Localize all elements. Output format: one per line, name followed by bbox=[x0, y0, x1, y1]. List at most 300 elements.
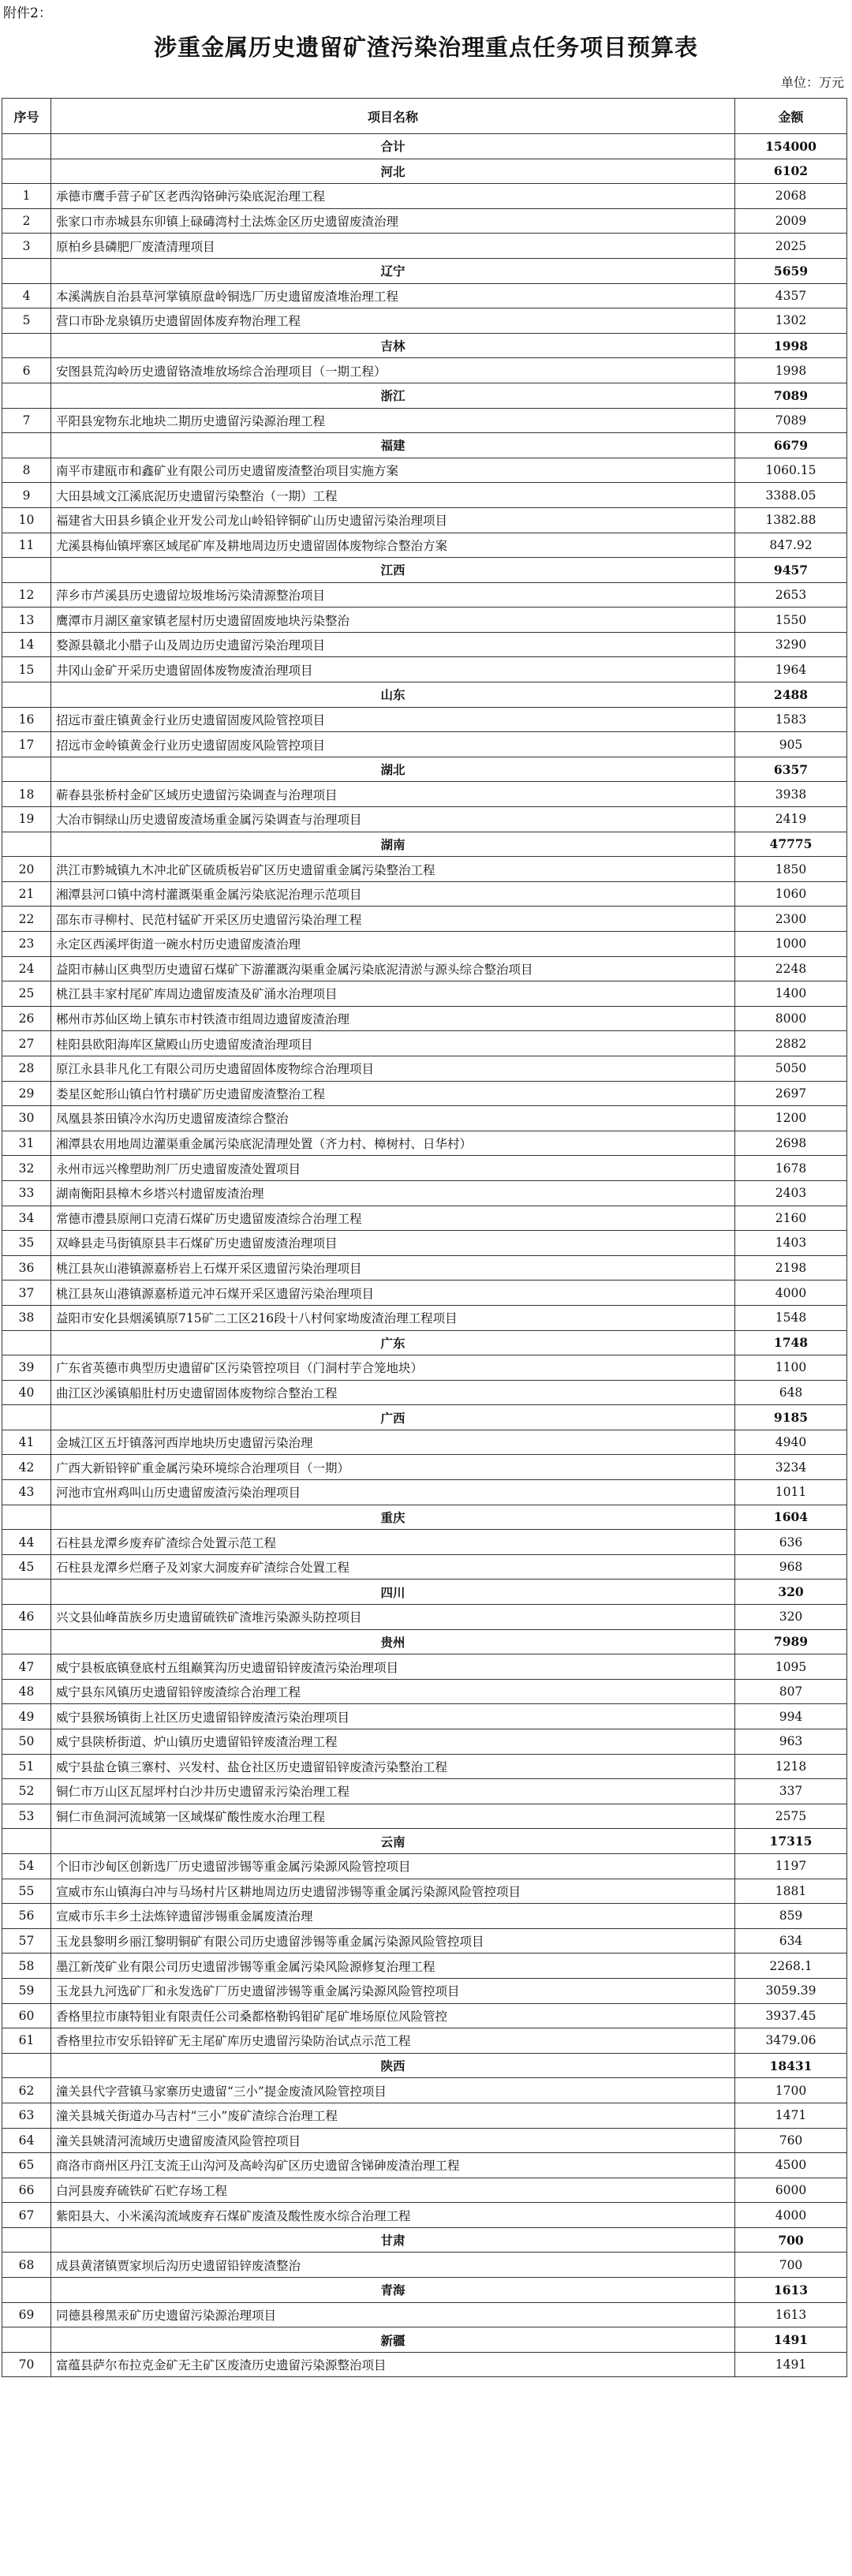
row-number: 34 bbox=[2, 1206, 51, 1231]
project-name: 威宁县陕桥街道、炉山镇历史遗留铅锌废渣治理工程 bbox=[51, 1729, 735, 1755]
project-amount: 1400 bbox=[735, 981, 847, 1007]
table-row bbox=[2, 2302, 847, 2327]
project-name: 大田县域文江溪底泥历史遗留污染整治（一期）工程 bbox=[51, 483, 735, 508]
province-no-cell bbox=[2, 1829, 51, 1854]
project-amount: 2268.1 bbox=[735, 1953, 847, 1979]
project-amount: 1678 bbox=[735, 1156, 847, 1181]
project-name: 湘潭县河口镇中湾村灌溉渠重金属污染底泥治理示范项目 bbox=[51, 881, 735, 907]
project-name: 曲江区沙溪镇船肚村历史遗留固体废物综合整治工程 bbox=[51, 1380, 735, 1405]
project-amount: 2160 bbox=[735, 1206, 847, 1231]
project-name: 营口市卧龙泉镇历史遗留固体废弃物治理工程 bbox=[51, 308, 735, 334]
project-amount: 1095 bbox=[735, 1654, 847, 1680]
project-name: 宣威市乐丰乡土法炼锌遗留涉锡重金属废渣治理 bbox=[51, 1904, 735, 1929]
project-name: 洪江市黔城镇九木冲北矿区硫质板岩矿区历史遗留重金属污染整治工程 bbox=[51, 857, 735, 882]
table-row bbox=[2, 1530, 847, 1555]
project-name: 威宁县东风镇历史遗留铅锌废渣综合治理工程 bbox=[51, 1679, 735, 1704]
row-number: 9 bbox=[2, 483, 51, 508]
total-label: 合计 bbox=[51, 134, 735, 159]
row-number: 12 bbox=[2, 582, 51, 608]
province-name: 广东 bbox=[51, 1330, 735, 1355]
table-row bbox=[2, 1206, 847, 1231]
table-row bbox=[2, 782, 847, 807]
row-number: 41 bbox=[2, 1430, 51, 1455]
project-name: 招远市蚕庄镇黄金行业历史遗留固废风险管控项目 bbox=[51, 707, 735, 732]
project-name: 河池市宜州鸡叫山历史遗留废渣污染治理项目 bbox=[51, 1480, 735, 1505]
project-amount: 2653 bbox=[735, 582, 847, 608]
province-amount: 5659 bbox=[735, 258, 847, 283]
project-amount: 1302 bbox=[735, 308, 847, 334]
project-amount: 4940 bbox=[735, 1430, 847, 1455]
table-row bbox=[2, 1430, 847, 1455]
table-row bbox=[2, 308, 847, 334]
row-number: 15 bbox=[2, 657, 51, 682]
project-name: 鹰潭市月湖区童家镇老屋村历史遗留固废地块污染整治 bbox=[51, 608, 735, 633]
table-row bbox=[2, 2028, 847, 2054]
province-name: 福建 bbox=[51, 433, 735, 458]
table-row bbox=[2, 2128, 847, 2153]
project-name: 婺源县赣北小腊子山及周边历史遗留污染治理项目 bbox=[51, 632, 735, 657]
row-number: 17 bbox=[2, 732, 51, 757]
province-no-cell bbox=[2, 383, 51, 408]
row-number: 25 bbox=[2, 981, 51, 1007]
project-name: 娄星区蛇形山镇白竹村璜矿历史遗留废渣整治工程 bbox=[51, 1081, 735, 1106]
row-number: 60 bbox=[2, 2003, 51, 2028]
province-amount: 7089 bbox=[735, 383, 847, 408]
project-amount: 1964 bbox=[735, 657, 847, 682]
project-name: 潼关县姚清河流域历史遗留废渣风险管控项目 bbox=[51, 2128, 735, 2153]
province-name: 陕西 bbox=[51, 2053, 735, 2078]
project-name: 井冈山金矿开采历史遗留固体废物废渣治理项目 bbox=[51, 657, 735, 682]
table-row bbox=[2, 1180, 847, 1206]
project-amount: 320 bbox=[735, 1605, 847, 1630]
row-number: 30 bbox=[2, 1106, 51, 1131]
table-row bbox=[2, 981, 847, 1007]
project-amount: 968 bbox=[735, 1554, 847, 1580]
province-amount: 7989 bbox=[735, 1629, 847, 1654]
table-row bbox=[2, 1779, 847, 1804]
province-row bbox=[2, 2227, 847, 2253]
table-row bbox=[2, 1455, 847, 1480]
table-row bbox=[2, 483, 847, 508]
province-amount: 18431 bbox=[735, 2053, 847, 2078]
row-number: 43 bbox=[2, 1480, 51, 1505]
project-amount: 7089 bbox=[735, 408, 847, 433]
table-row bbox=[2, 1106, 847, 1131]
project-name: 宣威市东山镇海白冲与马场村片区耕地周边历史遗留涉锡等重金属污染源风险管控项目 bbox=[51, 1879, 735, 1904]
project-name: 福建省大田县乡镇企业开发公司龙山岭铅锌铜矿山历史遗留污染治理项目 bbox=[51, 507, 735, 533]
table-row bbox=[2, 2103, 847, 2128]
row-number: 20 bbox=[2, 857, 51, 882]
project-amount: 1000 bbox=[735, 932, 847, 957]
project-name: 桃江县灰山港镇源嘉桥岩上石煤开采区遗留污染治理项目 bbox=[51, 1255, 735, 1281]
project-name: 兴文县仙峰苗族乡历史遗留硫铁矿渣堆污染源头防控项目 bbox=[51, 1605, 735, 1630]
table-row bbox=[2, 1654, 847, 1680]
province-row bbox=[2, 558, 847, 583]
province-name: 辽宁 bbox=[51, 258, 735, 283]
province-name: 山东 bbox=[51, 682, 735, 708]
province-no-cell bbox=[2, 2227, 51, 2253]
table-row bbox=[2, 283, 847, 308]
project-amount: 1881 bbox=[735, 1879, 847, 1904]
project-name: 萍乡市芦溪县历史遗留垃圾堆场污染清源整治项目 bbox=[51, 582, 735, 608]
row-number: 24 bbox=[2, 956, 51, 981]
project-name: 尤溪县梅仙镇坪寨区域尾矿库及耕地周边历史遗留固体废物综合整治方案 bbox=[51, 533, 735, 558]
row-number: 44 bbox=[2, 1530, 51, 1555]
project-amount: 2403 bbox=[735, 1180, 847, 1206]
project-amount: 8000 bbox=[735, 1006, 847, 1031]
province-name: 河北 bbox=[51, 159, 735, 184]
header-no: 序号 bbox=[2, 99, 51, 134]
project-name: 香格里拉市安乐铅锌矿无主尾矿库历史遗留污染防治试点示范工程 bbox=[51, 2028, 735, 2054]
table-row bbox=[2, 1081, 847, 1106]
project-amount: 4500 bbox=[735, 2153, 847, 2178]
table-row bbox=[2, 1978, 847, 2003]
table-row bbox=[2, 1231, 847, 1256]
project-name: 白河县废弃硫铁矿石贮存场工程 bbox=[51, 2178, 735, 2203]
row-number: 13 bbox=[2, 608, 51, 633]
province-row bbox=[2, 757, 847, 782]
province-no-cell bbox=[2, 1580, 51, 1605]
project-name: 威宁县板底镇登底村五组巅箕沟历史遗留铅锌废渣污染治理项目 bbox=[51, 1654, 735, 1680]
project-name: 大冶市铜绿山历史遗留废渣场重金属污染调查与治理项目 bbox=[51, 807, 735, 832]
row-number: 26 bbox=[2, 1006, 51, 1031]
table-row bbox=[2, 1679, 847, 1704]
row-number: 19 bbox=[2, 807, 51, 832]
table-row bbox=[2, 1879, 847, 1904]
table-row bbox=[2, 857, 847, 882]
province-no-cell bbox=[2, 1629, 51, 1654]
province-no-cell bbox=[2, 558, 51, 583]
project-amount: 3479.06 bbox=[735, 2028, 847, 2054]
table-row bbox=[2, 533, 847, 558]
table-row bbox=[2, 1006, 847, 1031]
project-amount: 859 bbox=[735, 1904, 847, 1929]
province-name: 甘肃 bbox=[51, 2227, 735, 2253]
row-number: 65 bbox=[2, 2153, 51, 2178]
project-amount: 1491 bbox=[735, 2352, 847, 2377]
row-number: 10 bbox=[2, 507, 51, 533]
project-amount: 636 bbox=[735, 1530, 847, 1555]
province-row bbox=[2, 1405, 847, 1430]
province-no-cell bbox=[2, 258, 51, 283]
province-row bbox=[2, 1580, 847, 1605]
province-name: 湖南 bbox=[51, 832, 735, 857]
project-name: 个旧市沙甸区创新选厂历史遗留涉锡等重金属污染源风险管控项目 bbox=[51, 1853, 735, 1879]
table-row bbox=[2, 208, 847, 234]
project-name: 蕲春县张桥村金矿区域历史遗留污染调查与治理项目 bbox=[51, 782, 735, 807]
row-number: 1 bbox=[2, 184, 51, 209]
project-amount: 648 bbox=[735, 1380, 847, 1405]
table-row bbox=[2, 807, 847, 832]
table-row bbox=[2, 2178, 847, 2203]
row-number: 54 bbox=[2, 1853, 51, 1879]
total-no-cell bbox=[2, 134, 51, 159]
province-amount: 1613 bbox=[735, 2278, 847, 2303]
row-number: 16 bbox=[2, 707, 51, 732]
row-number: 56 bbox=[2, 1904, 51, 1929]
province-amount: 700 bbox=[735, 2227, 847, 2253]
total-row bbox=[2, 134, 847, 159]
row-number: 57 bbox=[2, 1928, 51, 1953]
province-row bbox=[2, 2327, 847, 2353]
project-name: 潼关县代字营镇马家寨历史遗留“三小”提金废渣风险管控项目 bbox=[51, 2078, 735, 2103]
project-name: 香格里拉市康特钼业有限责任公司桑都格勒钨钼矿尾矿堆场原位风险管控 bbox=[51, 2003, 735, 2028]
row-number: 31 bbox=[2, 1131, 51, 1156]
project-amount: 1548 bbox=[735, 1305, 847, 1330]
project-name: 南平市建瓯市和鑫矿业有限公司历史遗留废渣整治项目实施方案 bbox=[51, 458, 735, 483]
province-amount: 17315 bbox=[735, 1829, 847, 1854]
row-number: 22 bbox=[2, 907, 51, 932]
row-number: 37 bbox=[2, 1281, 51, 1306]
project-amount: 4000 bbox=[735, 1281, 847, 1306]
project-amount: 963 bbox=[735, 1729, 847, 1755]
province-amount: 320 bbox=[735, 1580, 847, 1605]
province-amount: 6102 bbox=[735, 159, 847, 184]
province-no-cell bbox=[2, 159, 51, 184]
province-name: 广西 bbox=[51, 1405, 735, 1430]
province-no-cell bbox=[2, 682, 51, 708]
page-title: 涉重金属历史遗留矿渣污染治理重点任务项目预算表 bbox=[153, 34, 698, 61]
province-no-cell bbox=[2, 2278, 51, 2303]
province-name: 重庆 bbox=[51, 1505, 735, 1530]
project-amount: 5050 bbox=[735, 1056, 847, 1081]
row-number: 21 bbox=[2, 881, 51, 907]
table-header-row bbox=[2, 99, 847, 134]
province-no-cell bbox=[2, 1330, 51, 1355]
province-row bbox=[2, 2278, 847, 2303]
project-name: 郴州市苏仙区坳上镇东市村铁渣市组周边遗留废渣治理 bbox=[51, 1006, 735, 1031]
row-number: 33 bbox=[2, 1180, 51, 1206]
row-number: 69 bbox=[2, 2302, 51, 2327]
province-no-cell bbox=[2, 1405, 51, 1430]
project-amount: 2697 bbox=[735, 1081, 847, 1106]
budget-table bbox=[2, 98, 847, 2377]
province-amount: 1491 bbox=[735, 2327, 847, 2353]
province-row bbox=[2, 258, 847, 283]
table-row bbox=[2, 1255, 847, 1281]
project-name: 承德市鹰手营子矿区老西沟铬砷污染底泥治理工程 bbox=[51, 184, 735, 209]
table-row bbox=[2, 956, 847, 981]
project-name: 本溪满族自治县草河掌镇原盘岭铜选厂历史遗留废渣堆治理工程 bbox=[51, 283, 735, 308]
province-no-cell bbox=[2, 832, 51, 857]
row-number: 59 bbox=[2, 1978, 51, 2003]
row-number: 45 bbox=[2, 1554, 51, 1580]
project-amount: 2009 bbox=[735, 208, 847, 234]
project-name: 永定区西溪坪街道一碗水村历史遗留废渣治理 bbox=[51, 932, 735, 957]
table-row bbox=[2, 358, 847, 383]
table-row bbox=[2, 1281, 847, 1306]
table-row bbox=[2, 2078, 847, 2103]
project-name: 墨江新茂矿业有限公司历史遗留涉锡等重金属污染风险源修复治理工程 bbox=[51, 1953, 735, 1979]
project-amount: 3290 bbox=[735, 632, 847, 657]
table-row bbox=[2, 234, 847, 259]
header-amount: 金额 bbox=[735, 99, 847, 134]
project-amount: 1613 bbox=[735, 2302, 847, 2327]
row-number: 64 bbox=[2, 2128, 51, 2153]
row-number: 48 bbox=[2, 1679, 51, 1704]
province-amount: 6357 bbox=[735, 757, 847, 782]
table-row bbox=[2, 582, 847, 608]
table-row bbox=[2, 1853, 847, 1879]
province-amount: 6679 bbox=[735, 433, 847, 458]
row-number: 36 bbox=[2, 1255, 51, 1281]
province-row bbox=[2, 1330, 847, 1355]
province-name: 四川 bbox=[51, 1580, 735, 1605]
row-number: 39 bbox=[2, 1355, 51, 1381]
province-row bbox=[2, 1629, 847, 1654]
project-name: 原柏乡县磷肥厂废渣清理项目 bbox=[51, 234, 735, 259]
row-number: 4 bbox=[2, 283, 51, 308]
table-row bbox=[2, 1928, 847, 1953]
project-name: 平阳县宠物东北地块二期历史遗留污染源治理工程 bbox=[51, 408, 735, 433]
project-name: 桂阳县欧阳海库区黛殿山历史遗留废渣治理项目 bbox=[51, 1031, 735, 1056]
row-number: 32 bbox=[2, 1156, 51, 1181]
row-number: 53 bbox=[2, 1804, 51, 1829]
table-row bbox=[2, 1605, 847, 1630]
province-amount: 1604 bbox=[735, 1505, 847, 1530]
project-amount: 700 bbox=[735, 2253, 847, 2278]
project-name: 湖南衡阳县樟木乡塔兴村遗留废渣治理 bbox=[51, 1180, 735, 1206]
project-name: 威宁县猴场镇街上社区历史遗留铅锌废渣污染治理项目 bbox=[51, 1704, 735, 1729]
project-amount: 2698 bbox=[735, 1131, 847, 1156]
row-number: 14 bbox=[2, 632, 51, 657]
table-row bbox=[2, 2253, 847, 2278]
row-number: 42 bbox=[2, 1455, 51, 1480]
row-number: 68 bbox=[2, 2253, 51, 2278]
row-number: 66 bbox=[2, 2178, 51, 2203]
row-number: 49 bbox=[2, 1704, 51, 1729]
project-amount: 994 bbox=[735, 1704, 847, 1729]
row-number: 62 bbox=[2, 2078, 51, 2103]
table-row bbox=[2, 907, 847, 932]
row-number: 11 bbox=[2, 533, 51, 558]
project-amount: 1700 bbox=[735, 2078, 847, 2103]
province-no-cell bbox=[2, 1505, 51, 1530]
province-amount: 1748 bbox=[735, 1330, 847, 1355]
row-number: 40 bbox=[2, 1380, 51, 1405]
project-name: 常德市澧县原闸口克清石煤矿历史遗留废渣综合治理工程 bbox=[51, 1206, 735, 1231]
project-name: 铜仁市鱼洞河流域第一区域煤矿酸性废水治理工程 bbox=[51, 1804, 735, 1829]
project-amount: 2198 bbox=[735, 1255, 847, 1281]
project-name: 玉龙县黎明乡丽江黎明铜矿有限公司历史遗留涉锡等重金属污染源风险管控项目 bbox=[51, 1928, 735, 1953]
row-number: 23 bbox=[2, 932, 51, 957]
row-number: 50 bbox=[2, 1729, 51, 1755]
project-name: 邵东市寻柳村、民范村锰矿开采区历史遗留污染治理工程 bbox=[51, 907, 735, 932]
table-row bbox=[2, 1031, 847, 1056]
project-amount: 4000 bbox=[735, 2203, 847, 2228]
project-amount: 1998 bbox=[735, 358, 847, 383]
project-name: 安图县荒沟岭历史遗留铬渣堆放场综合治理项目（一期工程） bbox=[51, 358, 735, 383]
project-name: 广西大新铅锌矿重金属污染环境综合治理项目（一期） bbox=[51, 1455, 735, 1480]
table-row bbox=[2, 732, 847, 757]
province-amount: 47775 bbox=[735, 832, 847, 857]
project-name: 同德县穆黑汞矿历史遗留污染源治理项目 bbox=[51, 2302, 735, 2327]
table-row bbox=[2, 507, 847, 533]
table-row bbox=[2, 1480, 847, 1505]
row-number: 38 bbox=[2, 1305, 51, 1330]
project-amount: 1060 bbox=[735, 881, 847, 907]
table-row bbox=[2, 2153, 847, 2178]
total-amount: 154000 bbox=[735, 134, 847, 159]
project-amount: 1011 bbox=[735, 1480, 847, 1505]
project-amount: 1583 bbox=[735, 707, 847, 732]
province-row bbox=[2, 433, 847, 458]
table-row bbox=[2, 881, 847, 907]
table-row bbox=[2, 184, 847, 209]
table-row bbox=[2, 2003, 847, 2028]
row-number: 3 bbox=[2, 234, 51, 259]
project-amount: 760 bbox=[735, 2128, 847, 2153]
province-row bbox=[2, 383, 847, 408]
project-amount: 1200 bbox=[735, 1106, 847, 1131]
province-name: 湖北 bbox=[51, 757, 735, 782]
project-amount: 847.92 bbox=[735, 533, 847, 558]
table-row bbox=[2, 1804, 847, 1829]
attachment-label: 附件2： bbox=[3, 6, 52, 21]
project-amount: 2248 bbox=[735, 956, 847, 981]
province-name: 青海 bbox=[51, 2278, 735, 2303]
project-amount: 2419 bbox=[735, 807, 847, 832]
project-name: 石柱县龙潭乡废弃矿渣综合处置示范工程 bbox=[51, 1530, 735, 1555]
province-row bbox=[2, 832, 847, 857]
table-row bbox=[2, 657, 847, 682]
project-name: 招远市金岭镇黄金行业历史遗留固废风险管控项目 bbox=[51, 732, 735, 757]
province-name: 贵州 bbox=[51, 1629, 735, 1654]
project-name: 桃江县灰山港镇源嘉桥道元冲石煤开采区遗留污染治理项目 bbox=[51, 1281, 735, 1306]
project-name: 商洛市商州区丹江支流王山沟河及高岭沟矿区历史遗留含锑砷废渣治理工程 bbox=[51, 2153, 735, 2178]
project-name: 玉龙县九河选矿厂和永发选矿厂历史遗留涉锡等重金属污染源风险管控项目 bbox=[51, 1978, 735, 2003]
province-row bbox=[2, 1505, 847, 1530]
project-name: 桃江县丰家村尾矿库周边遗留废渣及矿涌水治理项目 bbox=[51, 981, 735, 1007]
project-amount: 1060.15 bbox=[735, 458, 847, 483]
row-number: 18 bbox=[2, 782, 51, 807]
row-number: 46 bbox=[2, 1605, 51, 1630]
project-amount: 1382.88 bbox=[735, 507, 847, 533]
table-row bbox=[2, 458, 847, 483]
project-name: 石柱县龙潭乡烂磨子及刘家大洞废弃矿渣综合处置工程 bbox=[51, 1554, 735, 1580]
row-number: 27 bbox=[2, 1031, 51, 1056]
header-name: 项目名称 bbox=[51, 99, 735, 134]
table-row bbox=[2, 1554, 847, 1580]
province-name: 云南 bbox=[51, 1829, 735, 1854]
province-row bbox=[2, 333, 847, 358]
project-name: 益阳市赫山区典型历史遗留石煤矿下游灌溉沟渠重金属污染底泥清淤与源头综合整治项目 bbox=[51, 956, 735, 981]
project-name: 湘潭县农用地周边灌渠重金属污染底泥清理处置（齐力村、樟树村、日华村） bbox=[51, 1131, 735, 1156]
table-row bbox=[2, 1380, 847, 1405]
province-row bbox=[2, 1829, 847, 1854]
project-name: 成县黄渚镇贾家坝后沟历史遗留铅锌废渣整治 bbox=[51, 2253, 735, 2278]
project-name: 紫阳县大、小米溪沟流域废弃石煤矿废渣及酸性废水综合治理工程 bbox=[51, 2203, 735, 2228]
project-name: 原江永县非凡化工有限公司历史遗留固体废物综合治理项目 bbox=[51, 1056, 735, 1081]
row-number: 63 bbox=[2, 2103, 51, 2128]
project-name: 双峰县走马街镇原县丰石煤矿历史遗留废渣治理项目 bbox=[51, 1231, 735, 1256]
table-row bbox=[2, 1953, 847, 1979]
project-name: 益阳市安化县烟溪镇原715矿二工区216段十八村何家坳废渣治理工程项目 bbox=[51, 1305, 735, 1330]
table-row bbox=[2, 1704, 847, 1729]
table-row bbox=[2, 1754, 847, 1779]
project-amount: 2025 bbox=[735, 234, 847, 259]
project-amount: 1218 bbox=[735, 1754, 847, 1779]
project-amount: 3938 bbox=[735, 782, 847, 807]
table-row bbox=[2, 1305, 847, 1330]
row-number: 5 bbox=[2, 308, 51, 334]
row-number: 58 bbox=[2, 1953, 51, 1979]
project-amount: 1197 bbox=[735, 1853, 847, 1879]
project-amount: 6000 bbox=[735, 2178, 847, 2203]
province-row bbox=[2, 682, 847, 708]
project-amount: 2068 bbox=[735, 184, 847, 209]
table-row bbox=[2, 1729, 847, 1755]
